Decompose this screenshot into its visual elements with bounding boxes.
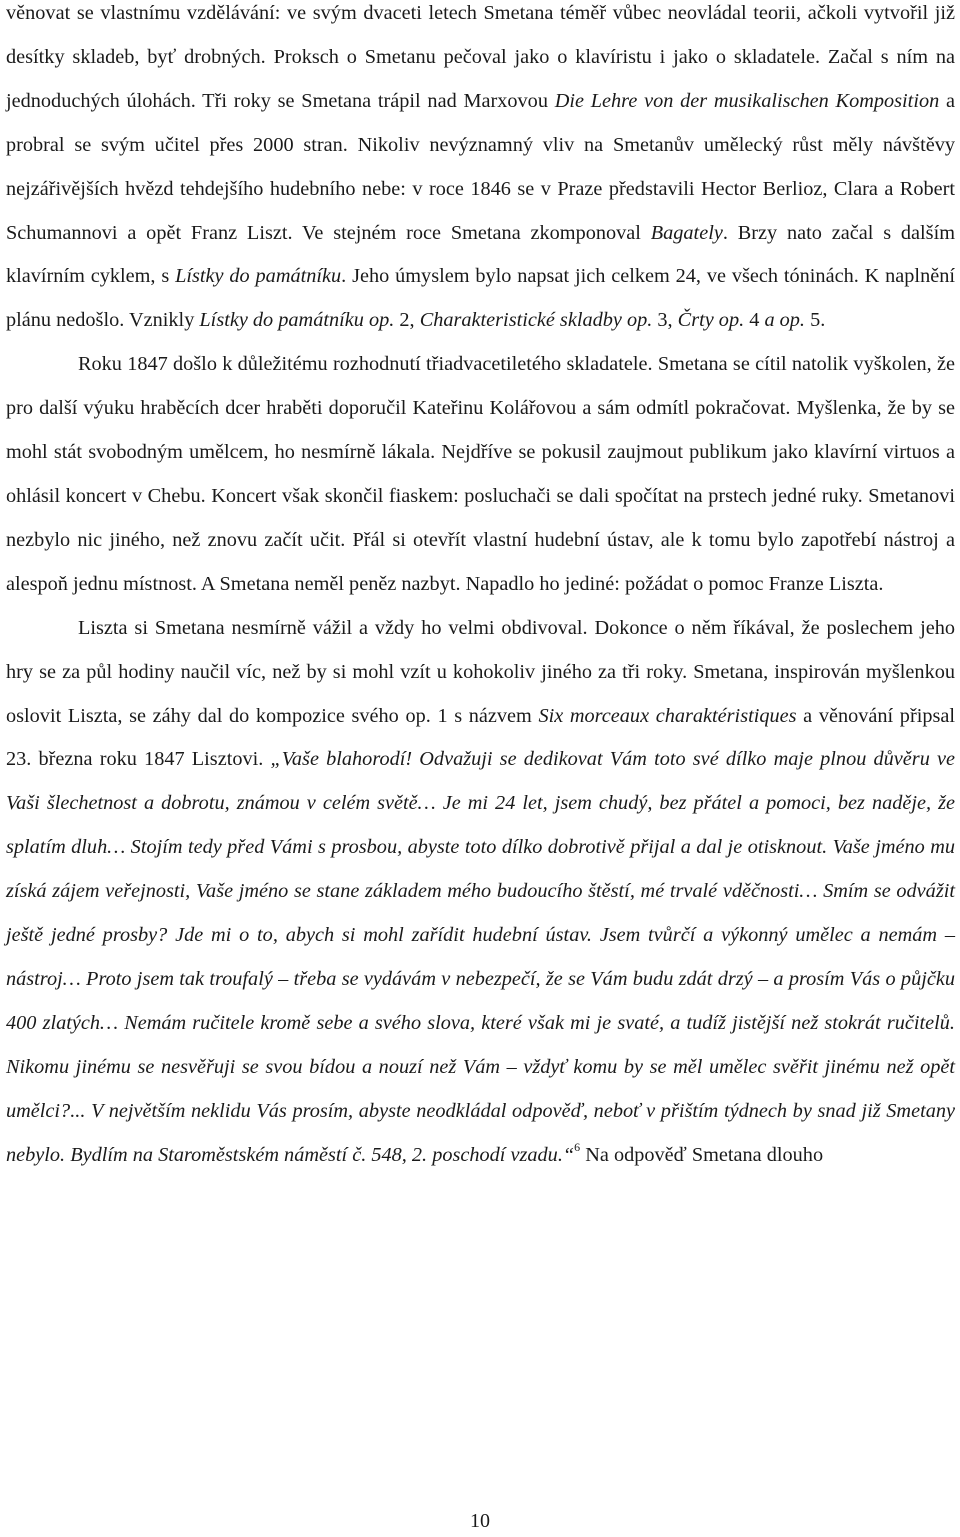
text-run: . Jeho úmyslem bylo napsat jich celkem 24, ve všech tóninách. K naplnění plánu nedošlo. Vznikly [6, 265, 955, 332]
text-run: a probral se svým učitel přes 2000 stran. Nikoliv nevýznamný vliv na Smetanův umělecký růst měly návštěvy nejzářivějších hvězd tehdejšího hudebního nebe: v roce 1846 se v Praze představili Hector Berlioz, Clara a Robert Schumannovi a opět Franz Liszt. Ve stejném roce Smetana zkomponoval [6, 89, 955, 244]
text-run: věnovat se vlastnímu vzdělávání: ve svým dvaceti letech Smetana téměř vůbec neovládal teorii, ačkoli vytvořil již desítky skladeb, byť drobných. Proksch o Smetanu pečoval jako o klavíristu i jako o skladatele. Začal s ním na jednoduchých úlohách. Tři roky se Smetana trápil nad Marxovou [6, 2, 955, 112]
italic-text: a op. [764, 309, 805, 332]
document-body [6, 0, 955, 1177]
italic-text: Bagately [650, 221, 723, 244]
italic-text: Six morceaux charaktéristiques [538, 704, 797, 727]
text-run: Roku 1847 došlo k důležitému rozhodnutí třiadvacetiletého skladatele. Smetana se cítil natolik vyškolen, že pro další výuku hraběcích dcer hraběti doporučil Kateřinu Kolářovou a sám odmítl pokračovat. Myšlenka, že by se mohl stát svobodným umělcem, ho nesmírně lákala. Nejdříve se pokusil zaujmout publikum jako klavírní virtuos a ohlásil koncert v Chebu. Koncert však skončil fiaskem: posluchači se dali spočítat na prstech jedné ruky. Smetanovi nezbylo nic jiného, než znovu začít učit. Přál si otevřít vlastní hudební ústav, ale k tomu bylo zapotřebí nástroj a alespoň jednu místnost. A Smetana neměl peněz nazbyt. Napadlo ho jediné: požádat o pomoc Franze Liszta. [6, 353, 955, 595]
text-run: Na odpověď Smetana dlouho [580, 1143, 824, 1166]
italic-text: „Vaše blahorodí! Odvažuji se dedikovat Vám toto své dílko maje plnou důvěru ve Vaši šlechetnost a dobrotu, známou v celém světě… Je mi 24 let, jsem chudý, bez přátel a pomoci, bez naděje, že splatím dluh… Stojím tedy před Vámi s prosbou, abyste toto dílko dobrotivě přijal a dal je otisknout. Vaše jméno mu získá zájem veřejnosti, Vaše jméno se stane základem mého budoucího štěstí, mé trvalé vděčnosti… Smím se odvážit ještě jedné prosby? Jde mi o to, abych si mohl zařídit hudební ústav. Jsem tvůrčí a výkonný umělec a nemám – nástroj… Proto jsem tak troufalý – třeba se vydávám v nebezpečí, že se Vám budu zdát drzý – a prosím Vás o půjčku 400 zlatých… Nemám ručitele kromě sebe a svého slova, které však mi je svaté, a tudíž jistější než stokrát ručitelů. Nikomu jinému se nesvěřuji se svou bídou a nouzí než Vám – vždyť komu by se měl umělec svěřit jinému než opět umělci?... V největším neklidu Vás prosím, abyste neodkládal odpověď, neboť v přištím týdnech by snad již Smetany nebylo. Bydlím na Staroměstském náměstí č. 548, 2. poschodí vzadu.“ [6, 748, 956, 1166]
text-run: 5. [805, 309, 826, 332]
text-flow [6, 0, 955, 1177]
paragraph [6, 0, 955, 343]
italic-text: Die Lehre von der musikalischen Komposition [554, 89, 940, 112]
italic-text: Charakteristické skladby op. [419, 309, 653, 332]
footnote-ref: 6 [574, 1139, 581, 1154]
text-run: 3, [652, 309, 678, 332]
italic-text: Lístky do památníku op. [199, 309, 395, 332]
text-run: Liszta si Smetana nesmírně vážil a vždy ho velmi obdivoval. Dokonce o něm říkával, že poslechem jeho hry se za půl hodiny naučil víc, než by si mohl vzít u kohokoliv jiného za tři roky. Smetana, inspirován myšlenkou oslovit Liszta, se záhy dal do kompozice svého op. 1 s názvem [6, 616, 955, 727]
page-number: 10 [470, 1510, 490, 1532]
paragraph [6, 607, 955, 1178]
text-run: . Brzy nato začal s dalším klavírním cyklem, s [6, 221, 955, 288]
text-run: 2, [394, 309, 420, 332]
italic-text: Črty op. [677, 309, 745, 332]
paragraph [6, 343, 955, 606]
text-run: 4 [744, 309, 765, 332]
text-run: a věnování připsal 23. března roku 1847 Lisztovi. [6, 704, 955, 771]
italic-text: Lístky do památníku [175, 265, 342, 288]
